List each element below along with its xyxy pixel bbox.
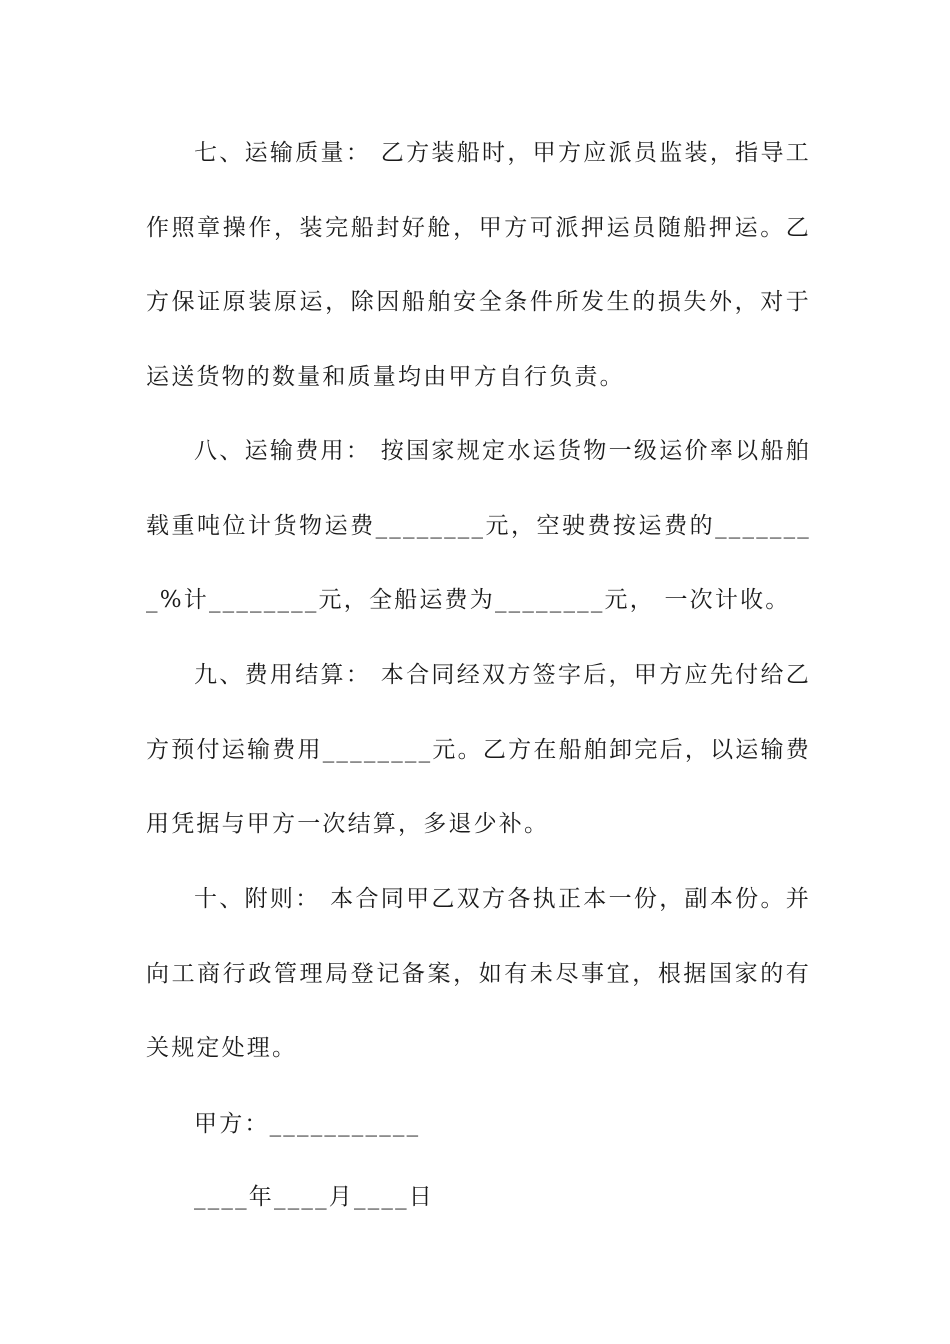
clause-10-supplementary-provisions: 十、附则： 本合同甲乙双方各执正本一份，副本份。并向工商行政管理局登记备案，如有未尽事宜，根据国家的有关规定处理。 (146, 886, 811, 1061)
clause-8-transport-fees: 八、运输费用： 按国家规定水运货物一级运价率以船舶载重吨位计货物运费________元，空驶费按运费的________%计________元，全船运费为________元， 一次计收。 (146, 438, 811, 613)
clause-9-fee-settlement: 九、费用结算： 本合同经双方签字后，甲方应先付给乙方预付运输费用________元。乙方在船舶卸完后，以运输费用凭据与甲方一次结算，多退少补。 (146, 662, 811, 837)
party-a-signature-line: 甲方：___________ (194, 1111, 421, 1137)
clause-7-transport-quality: 七、运输质量： 乙方装船时，甲方应派员监装，指导工作照章操作，装完船封好舱，甲方可派押运员随船押运。乙方保证原装原运，除因船舶安全条件所发生的损失外，对于运送货物的数量和质量均由甲方自行负责。 (146, 140, 811, 390)
signature-date-line: ____年____月____日 (194, 1184, 434, 1210)
